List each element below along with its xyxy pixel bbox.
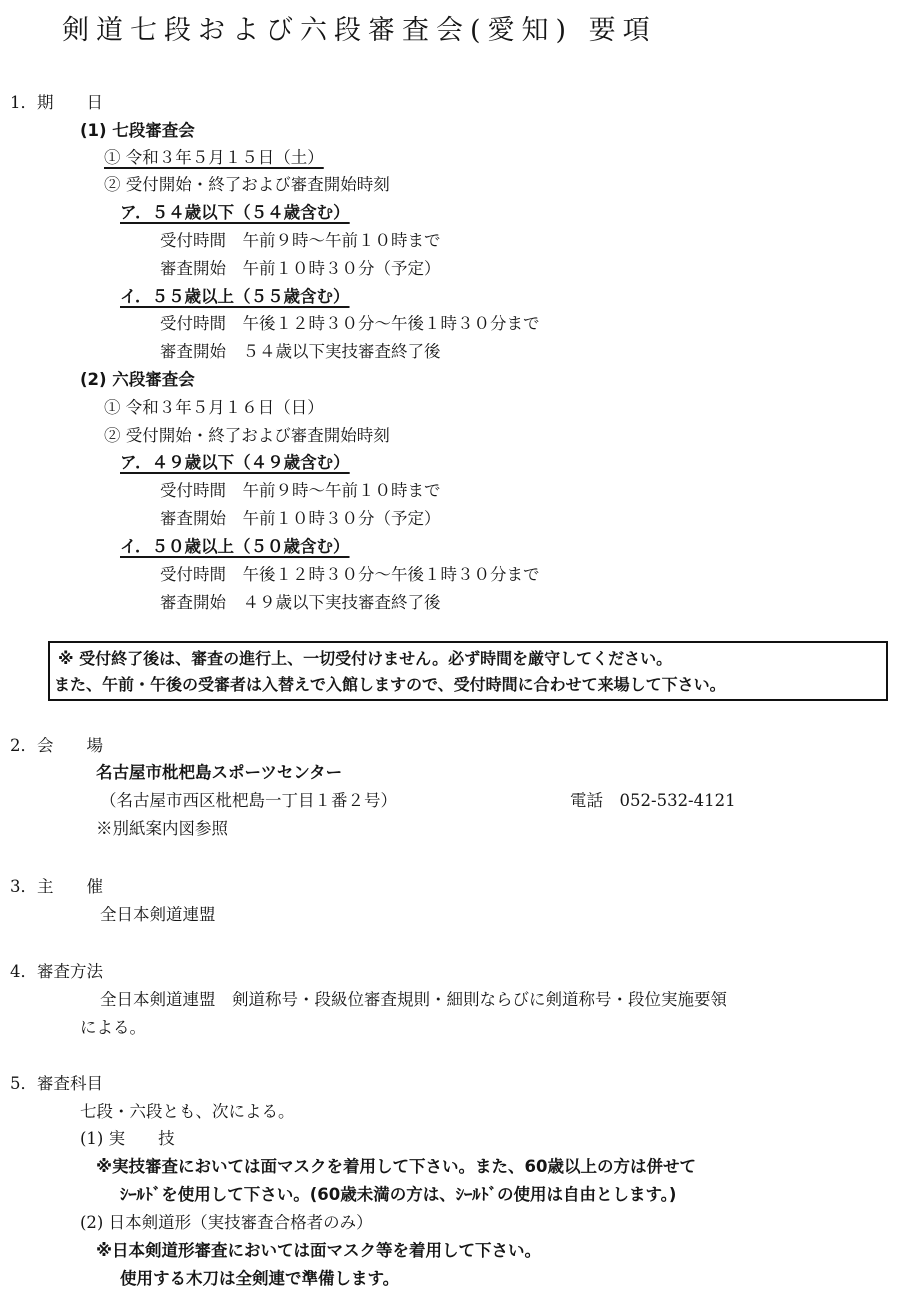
nanadan-group-b-start: 審査開始 ５４歳以下実技審査終了後	[160, 342, 441, 361]
rokudan-times-label: ② 受付開始・終了および審査開始時刻	[104, 426, 390, 445]
venue-name: 名古屋市枇杷島スポーツセンター	[96, 763, 343, 782]
rokudan-group-a-label: ア．４９歳以下（４９歳含む）	[120, 453, 350, 472]
section-4-heading: 4．審査方法	[10, 962, 103, 981]
method-line-1: 全日本剣道連盟 剣道称号・段級位審査規則・細則ならびに剣道称号・段位実施要領	[100, 990, 727, 1009]
subjects-intro: 七段・六段とも、次による。	[80, 1102, 295, 1121]
subject-1-note-2: ｼｰﾙﾄﾞを使用して下さい。(60歳未満の方は、ｼｰﾙﾄﾞの使用は自由とします。)	[120, 1185, 677, 1204]
nanadan-group-a-reception: 受付時間 午前９時～午前１０時まで	[160, 231, 441, 250]
subject-2-note-1: ※日本剣道形審査においては面マスク等を着用して下さい。	[96, 1241, 542, 1260]
nanadan-group-a-label: ア．５４歳以下（５４歳含む）	[120, 203, 350, 222]
nanadan-group-b-label: イ．５５歳以上（５５歳含む）	[120, 287, 350, 306]
section-1-heading: 1．期 日	[10, 93, 103, 112]
nanadan-label: (1) 七段審査会	[80, 121, 195, 140]
section-2-heading: 2．会 場	[10, 736, 103, 755]
nanadan-group-a-start: 審査開始 午前１０時３０分（予定）	[160, 259, 441, 278]
section-3-heading: 3．主 催	[10, 877, 103, 896]
organizer: 全日本剣道連盟	[100, 905, 216, 924]
venue-address: （名古屋市西区枇杷島一丁目１番２号）	[100, 791, 397, 810]
venue-map-note: ※別紙案内図参照	[96, 819, 228, 838]
venue-phone: 電話 052-532-4121	[570, 791, 736, 810]
rokudan-group-a-start: 審査開始 午前１０時３０分（予定）	[160, 509, 441, 528]
nanadan-group-b-reception: 受付時間 午後１２時３０分～午後１時３０分まで	[160, 314, 540, 333]
rokudan-date: ① 令和３年５月１６日（日）	[104, 398, 324, 417]
notice-line-1: ※ 受付終了後は、審査の進行上、一切受付けません。必ず時間を厳守してください。	[58, 649, 673, 668]
page-title: 剣道七段および六段審査会(愛知) 要項	[62, 15, 657, 46]
notice-line-2: また、午前・午後の受審者は入替えで入館しますので、受付時間に合わせて来場して下さい。	[54, 675, 726, 694]
rokudan-group-a-reception: 受付時間 午前９時～午前１０時まで	[160, 481, 441, 500]
notice-box	[48, 641, 888, 701]
subject-1-note-1: ※実技審査においては面マスクを着用して下さい。また、60歳以上の方は併せて	[96, 1157, 697, 1176]
section-5-heading: 5．審査科目	[10, 1074, 103, 1093]
subject-1-label: (1) 実 技	[80, 1129, 175, 1148]
subject-2-label: (2) 日本剣道形（実技審査合格者のみ）	[80, 1213, 373, 1232]
rokudan-label: (2) 六段審査会	[80, 370, 195, 389]
nanadan-times-label: ② 受付開始・終了および審査開始時刻	[104, 175, 390, 194]
method-line-2: による。	[80, 1018, 146, 1037]
rokudan-group-b-label: イ．５０歳以上（５０歳含む）	[120, 537, 350, 556]
subject-2-note-2: 使用する木刀は全剣連で準備します。	[120, 1269, 400, 1288]
rokudan-group-b-start: 審査開始 ４９歳以下実技審査終了後	[160, 593, 441, 612]
nanadan-date: ① 令和３年５月１５日（土）	[104, 148, 324, 167]
rokudan-group-b-reception: 受付時間 午後１２時３０分～午後１時３０分まで	[160, 565, 540, 584]
